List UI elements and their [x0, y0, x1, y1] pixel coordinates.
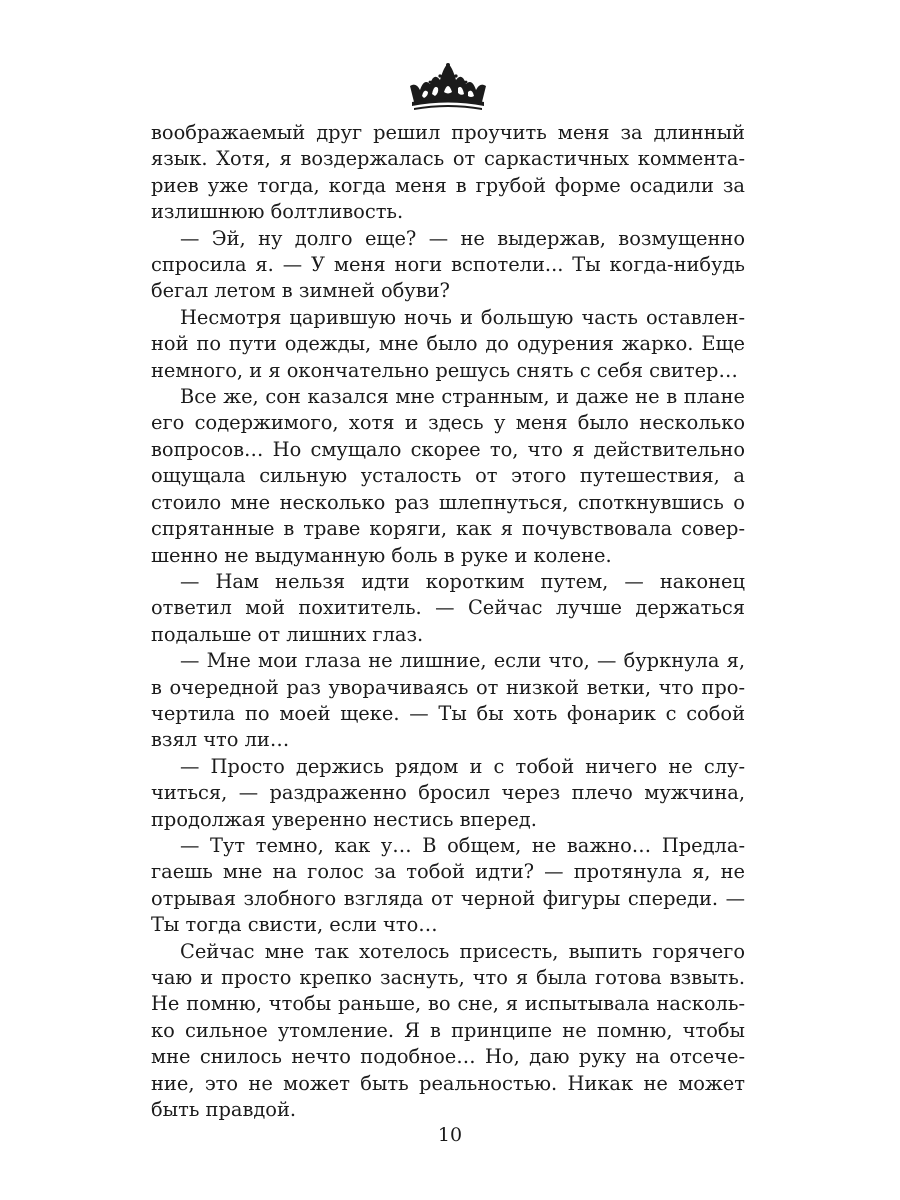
body-text — [151, 120, 745, 1123]
paragraph: — Мне мои глаза не лишние, если что, — буркнула я, в очередной раз уворачиваясь от низкой ветки, что прочертила по моей щеке. — Ты бы хоть фонарик с собой взял что ли… — [151, 649, 745, 752]
paragraph: Сейчас мне так хотелось присесть, выпить горячего чаю и просто крепко заснуть, что я была готова взвыть. Не помню, чтобы раньше, во сне, я испытывала насколько сильное утомление. Я в принципе не помню, чтобы мне снилось нечто подобное… Но, даю руку на отсечение, это не может быть реальностью. Никак не может быть правдой. — [151, 939, 745, 1122]
paragraph: — Эй, ну долго еще? — не выдержав, возмущенно спросила я. — У меня ноги вспотели... Ты когда-нибудь бегал летом в зимней обуви? — [151, 226, 745, 303]
paragraph: Несмотря царившую ночь и большую часть оставленной по пути одежды, мне было до одурения жарко. Еще немного, и я окончательно решусь снять с себя свитер… — [151, 305, 745, 382]
crown-icon — [406, 62, 490, 112]
paragraph: Все же, сон казался мне странным, и даже не в плане его содержимого, хотя и здесь у меня было несколько вопросов… Но смущало скорее то, что я действительно ощущала сильную усталость от этого путешествия, а стоило мне несколько раз шлепнуться, споткнувшись о спрятанные в траве коряги, как я почувствовала совершенно не выдуманную боль в руке и колене. — [151, 385, 745, 567]
paragraph: — Просто держись рядом и с тобой ничего не случиться, — раздраженно бросил через плечо мужчина, продолжая уверенно нестись вперед. — [151, 754, 745, 831]
paragraph: — Нам нельзя идти коротким путем, — наконец ответил мой похититель. — Сейчас лучше держаться подальше от лишних глаз. — [151, 569, 745, 646]
paragraph: — Тут темно, как у… В общем, не важно… Предлагаешь мне на голос за тобой идти? — протянула я, не отрывая злобного взгляда от черной фигуры спереди. — Ты тогда свисти, если что… — [151, 833, 745, 937]
paragraph: воображаемый друг решил проучить меня за длинный язык. Хотя, я воздержалась от саркастичных комментариев уже тогда, когда меня в грубой форме осадили за излишнюю болтливость. — [151, 121, 745, 224]
page-number: 10 — [437, 1124, 463, 1146]
